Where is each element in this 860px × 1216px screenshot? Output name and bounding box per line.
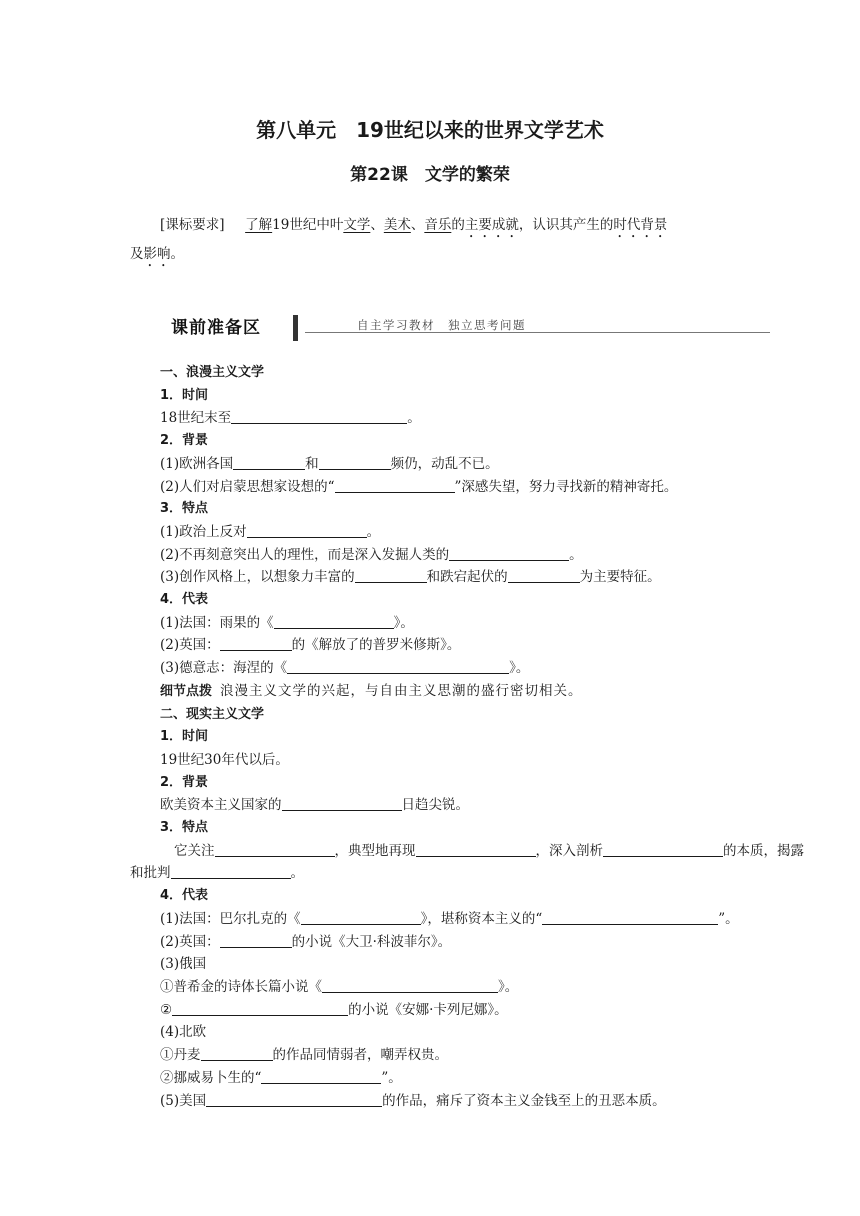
question-line [160, 999, 770, 1022]
fill-blank[interactable] [282, 796, 402, 811]
question-text: 。 [366, 523, 381, 540]
subheading-features: 3．特点 [160, 820, 209, 836]
fill-blank[interactable] [449, 546, 569, 561]
question-text: 和跌宕起伏的 [426, 569, 508, 586]
subheading-features: 3．特点 [160, 501, 209, 517]
question-text: (2)不再刻意突出人的理性，而是深入发掘人类的 [160, 546, 450, 563]
question-text: 的小说《安娜·卡列尼娜》。 [348, 1001, 508, 1018]
fill-blank[interactable] [231, 409, 407, 424]
subitem-heading: (4)北欧 [160, 1024, 207, 1041]
subheading-time: 1．时间 [160, 387, 209, 403]
question-text: (2)英国： [160, 933, 220, 950]
requirement-emphasis: 主要成就 [464, 217, 519, 233]
fill-blank[interactable] [416, 842, 536, 857]
question-text: (1)法国：雨果的《 [160, 614, 274, 631]
requirement-emphasis: 时代背景 [613, 217, 668, 233]
question-text: (1)欧洲各国 [160, 455, 234, 472]
subheading-representatives: 4．代表 [160, 888, 209, 904]
requirement-text: 、 [410, 217, 425, 233]
requirement-keyword: 文学 [343, 217, 371, 233]
fill-blank[interactable] [301, 910, 421, 925]
fill-blank[interactable] [215, 842, 335, 857]
question-text: 的本质，揭露 [723, 842, 804, 859]
question-line [160, 976, 770, 999]
question-text: 。 [290, 865, 304, 882]
fill-blank[interactable] [322, 978, 498, 993]
question-text: ”。 [381, 1069, 402, 1086]
fill-blank[interactable] [355, 568, 427, 583]
tip-text: 浪漫主义文学的兴起，与自由主义思潮的盛行密切相关。 [220, 682, 583, 699]
section-heading-realism: 二、现实主义文学 [160, 706, 265, 722]
fill-blank[interactable] [287, 659, 509, 674]
requirement-verb: 了解 [245, 217, 273, 233]
requirement-text: 。 [170, 246, 184, 262]
requirement-text: 及 [130, 246, 144, 262]
question-text: 。 [569, 546, 583, 563]
question-text: (2)人们对启蒙思想家设想的“ [160, 478, 335, 495]
fill-blank[interactable] [172, 1001, 348, 1016]
question-line [160, 657, 770, 680]
question-text: 18世纪末至 [160, 410, 232, 427]
fill-blank[interactable] [247, 523, 367, 538]
question-line [160, 521, 770, 544]
requirement-text: 19世纪中叶 [272, 217, 344, 233]
question-text: ”深感失望，努力寻找新的精神寄托。 [454, 478, 678, 495]
question-line [160, 840, 804, 863]
question-text: 和批判 [130, 865, 171, 882]
fill-blank[interactable] [220, 933, 292, 948]
question-text: ”。 [718, 910, 739, 927]
question-text: 》。 [509, 660, 530, 677]
unit-title: 第八单元 19世纪以来的世界文学艺术 [256, 118, 604, 142]
question-line [160, 612, 770, 635]
section-heading-romanticism: 一、浪漫主义文学 [160, 365, 265, 380]
question-text: ②挪威易卜生的“ [160, 1069, 262, 1086]
requirement-text: ，认识其产生的 [518, 217, 614, 233]
detail-tip [160, 680, 770, 704]
banner-subtitle: 自主学习教材 独立思考问题 [357, 318, 526, 332]
banner-label: 课前准备区 [171, 318, 261, 338]
subheading-background: 2．背景 [160, 774, 209, 790]
fill-blank[interactable] [233, 455, 305, 470]
question-text: 和 [305, 455, 319, 472]
question-text: ①丹麦 [160, 1047, 201, 1064]
question-line [160, 566, 770, 589]
requirement-text: 、 [370, 217, 384, 233]
question-text: 》。 [393, 614, 414, 631]
subheading-representatives: 4．代表 [160, 592, 209, 608]
question-text: ，典型地再现 [334, 842, 416, 859]
question-text: 。 [407, 410, 421, 427]
question-line [160, 931, 770, 954]
question-text: (1)政治上反对 [160, 523, 247, 540]
question-text: (3)德意志：海涅的《 [160, 660, 288, 677]
question-line [130, 862, 770, 885]
fill-blank[interactable] [171, 864, 291, 879]
curriculum-requirement [130, 212, 730, 270]
subheading-background: 2．背景 [160, 433, 209, 449]
requirement-keyword: 音乐 [424, 217, 452, 233]
section-banner [165, 313, 770, 341]
fill-blank[interactable] [274, 614, 394, 629]
fill-blank[interactable] [542, 910, 718, 925]
question-text: 欧美资本主义国家的 [160, 797, 282, 814]
fill-blank[interactable] [220, 636, 292, 651]
lesson-title: 第22课 文学的繁荣 [350, 165, 510, 185]
question-text: (3)创作风格上，以想象力丰富的 [160, 569, 355, 586]
question-line [160, 794, 770, 817]
question-line [160, 634, 770, 657]
requirement-text: 的 [451, 217, 465, 233]
requirement-label: [课标要求] [160, 217, 225, 233]
question-text: 的作品，痛斥了资本主义金钱至上的丑恶本质。 [382, 1092, 666, 1109]
question-text: 它关注 [174, 842, 215, 859]
question-text: 日趋尖锐。 [401, 797, 469, 814]
question-text: ①普希金的诗体长篇小说《 [160, 978, 322, 995]
subheading-time: 1．时间 [160, 729, 209, 745]
question-text: ，深入剖析 [535, 842, 603, 859]
question-text: (1)法国：巴尔扎克的《 [160, 910, 301, 927]
banner-divider-bar [293, 315, 298, 341]
subitem-heading: (3)俄国 [160, 956, 207, 973]
requirement-keyword: 美术 [383, 217, 411, 233]
worksheet-content [130, 362, 804, 1112]
question-text: 的小说《大卫·科波菲尔》。 [291, 933, 452, 950]
question-text: (2)英国： [160, 637, 220, 654]
fill-blank[interactable] [335, 478, 455, 493]
fill-blank[interactable] [319, 455, 391, 470]
fill-blank[interactable] [508, 568, 580, 583]
question-text: 》。 [498, 978, 519, 995]
question-text: (5)美国 [160, 1092, 207, 1109]
question-text: 为主要特征。 [579, 569, 661, 586]
question-line [160, 908, 770, 931]
question-text: ② [160, 1001, 173, 1018]
fill-blank[interactable] [603, 842, 723, 857]
fill-blank[interactable] [201, 1046, 273, 1061]
question-text: 的《解放了的普罗米修斯》。 [291, 637, 461, 654]
fill-blank[interactable] [261, 1069, 381, 1084]
question-line [160, 476, 770, 499]
answer-line: 19世纪30年代以后。 [160, 751, 289, 768]
fill-blank[interactable] [206, 1092, 382, 1107]
question-line [160, 1044, 770, 1067]
question-line [160, 1067, 770, 1090]
question-text: 频仍，动乱不已。 [390, 455, 499, 472]
question-line [160, 453, 770, 476]
question-line [160, 1090, 770, 1113]
question-line [160, 544, 770, 567]
requirement-emphasis: 影响 [143, 246, 171, 262]
question-line [160, 407, 770, 430]
tip-label: 细节点拨 [160, 683, 213, 699]
question-text: 》，堪称资本主义的“ [420, 910, 543, 927]
question-text: 的作品同情弱者，嘲弄权贵。 [272, 1047, 448, 1064]
